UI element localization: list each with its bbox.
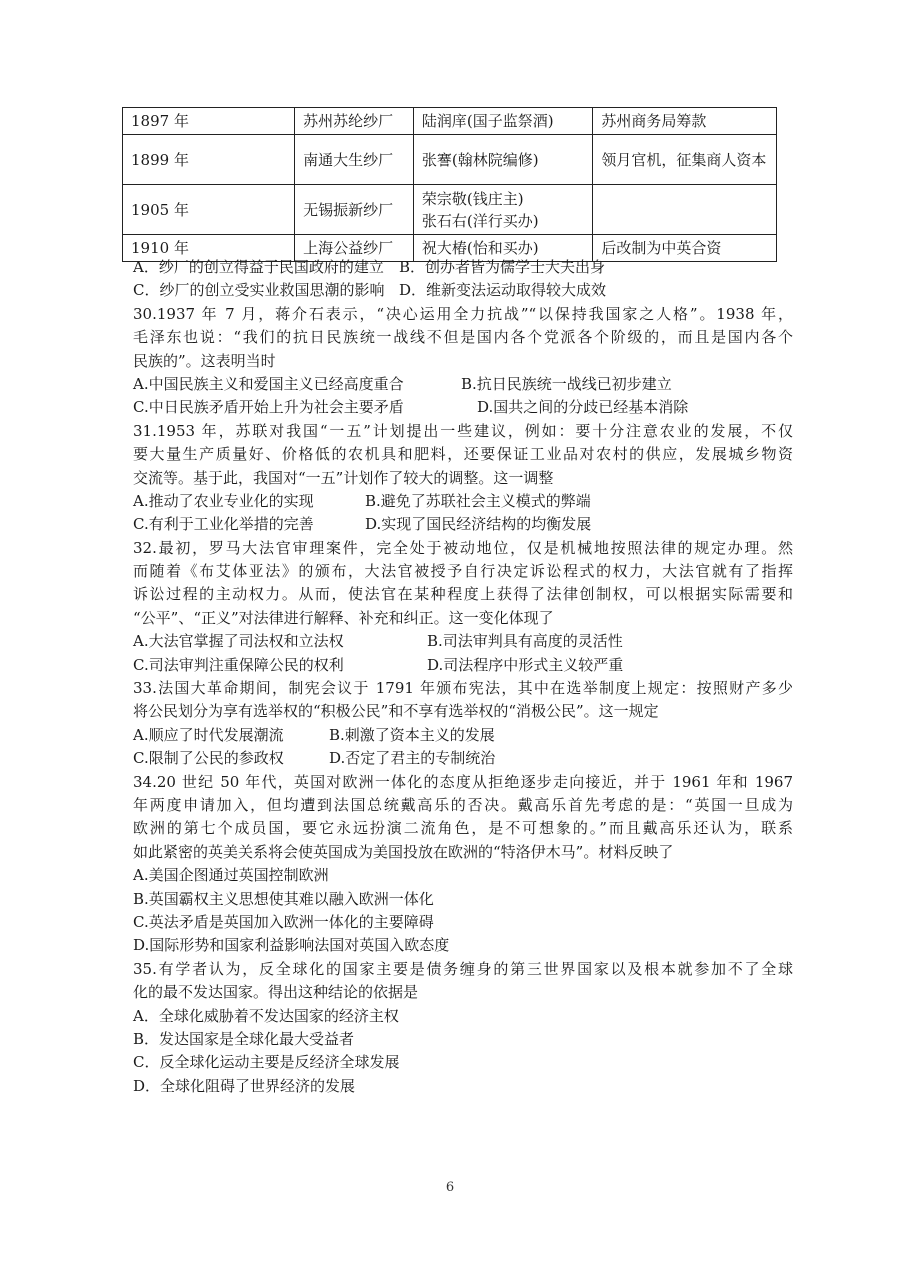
question-text: “公平”、“正义”对法律进行解释、补充和纠正。这一变化体现了: [133, 608, 554, 627]
page-number: 6: [445, 1180, 455, 1195]
option-row: [133, 654, 793, 677]
option-d: D.否定了君主的专制统治: [329, 749, 496, 768]
table-cell: 祝大椿(怡和买办): [413, 235, 592, 262]
table-cell: 南通大生纱厂: [295, 135, 414, 185]
question-text: 而随着《布艾体亚法》的颁布，大法官被授予自行决定诉讼程式的权力，大法官就有了指挥: [133, 562, 793, 581]
option-row: [133, 513, 793, 536]
question-text: 如此紧密的英美关系将会使英国成为美国投放在欧洲的“特洛伊木马”。材料反映了: [133, 842, 674, 861]
table-row: [123, 135, 777, 185]
table-row: [123, 185, 777, 235]
option-d: D.国际形势和国家利益影响法国对英国入欧态度: [133, 936, 450, 955]
table-cell: 1905 年: [123, 185, 295, 235]
question-text: 年两度申请加入，但均遭到法国总统戴高乐的否决。戴高乐首先考虑的是：“英国一旦成为: [133, 795, 793, 814]
question-text: 交流等。基于此，我国对“一五”计划作了较大的调整。这一调整: [133, 468, 554, 487]
option-c: C.有利于工业化举措的完善: [133, 515, 314, 534]
table-cell: 1910 年: [123, 235, 295, 262]
option-b: B.英国霸权主义思想使其难以融入欧洲一体化: [133, 889, 434, 908]
table-cell: 领月官机，征集商人资本: [593, 135, 777, 185]
option-row: [133, 373, 793, 396]
option-b: B.抗日民族统一战线已初步建立: [461, 374, 672, 393]
question-text: 毛泽东也说：“我们的抗日民族统一战线不但是国内各个党派各个阶级的，而且是国内各个: [133, 328, 793, 347]
option-b: B.司法审判具有高度的灵活性: [427, 632, 623, 651]
option-b: B．创办者皆为儒学士大夫出身: [399, 258, 606, 276]
option-row: [133, 747, 793, 770]
option-d: D．全球化阻碍了世界经济的发展: [133, 1076, 356, 1095]
option-a: A.美国企图通过英国控制欧洲: [133, 866, 329, 885]
option-a: A．全球化威胁着不发达国家的经济主权: [133, 1006, 399, 1025]
question-text: 要大量生产质量好、价格低的农机具和肥料，还要保证工业品对农村的供应，发展城乡物资: [133, 445, 793, 464]
question-text: 民族的”。这表明当时: [133, 351, 276, 370]
option-c: C.司法审判注重保障公民的权利: [133, 655, 344, 674]
question-text: 将公民划分为享有选举权的“积极公民”和不享有选举权的“消极公民”。这一规定: [133, 702, 659, 721]
question-text: 35.有学者认为，反全球化的国家主要是债务缠身的第三世界国家以及根本就参加不了全球: [133, 959, 793, 978]
option-row: [133, 630, 793, 653]
option-d: D.实现了国民经济结构的均衡发展: [365, 515, 592, 534]
option-c: C．纱厂的创立受实业救国思潮的影响: [133, 281, 385, 300]
question-text: 34.20 世纪 50 年代，英国对欧洲一体化的态度从拒绝逐步走向接近，并于 1961 年和 1967: [133, 772, 793, 791]
option-c: C．反全球化运动主要是反经济全球发展: [133, 1053, 400, 1072]
table-cell: 上海公益纱厂: [295, 235, 414, 262]
table-cell: 张謇(翰林院编修): [413, 135, 592, 185]
table-cell: 无锡振新纱厂: [295, 185, 414, 235]
option-c: C.英法矛盾是英国加入欧洲一体化的主要障碍: [133, 912, 434, 931]
option-row: [133, 279, 793, 302]
option-a: A.中国民族主义和爱国主义已经高度重合: [133, 374, 404, 393]
option-a: A．纱厂的创立得益于民国政府的建立: [133, 258, 384, 276]
option-row: [133, 724, 793, 747]
option-row: [133, 396, 793, 419]
table-cell: 后改制为中英合资: [593, 235, 777, 262]
table-cell: 陆润庠(国子监祭酒): [413, 108, 592, 135]
option-d: D.司法程序中形式主义较严重: [427, 655, 624, 674]
option-row: [133, 490, 793, 513]
table-cell-line: 张石右(洋行买办): [421, 211, 539, 230]
cotton-mill-table: [122, 107, 777, 262]
question-text: 33.法国大革命期间，制宪会议于 1791 年颁布宪法，其中在选举制度上规定：按照财产多少: [133, 679, 793, 698]
question-text: 诉讼过程的主动权力。从而，使法官在某种程度上获得了法律创制权，可以根据实际需要和: [133, 585, 793, 604]
table-cell: 苏州苏纶纱厂: [295, 108, 414, 135]
question-text: 30.1937 年 7 月，蒋介石表示，“决心运用全力抗战”“以保持我国家之人格”。1938 年，: [133, 304, 793, 323]
table-row: [123, 108, 777, 135]
question-text: 欧洲的第七个成员国，要它永远扮演二流角色，是不可想象的。”而且戴高乐还认为，联系: [133, 819, 793, 838]
option-a: A.顺应了时代发展潮流: [133, 725, 284, 744]
questions: [133, 256, 793, 1098]
table-cell: [593, 185, 777, 235]
question-text: 31.1953 年，苏联对我国“一五”计划提出一些建议，例如：要十分注意农业的发展，不仅: [133, 421, 793, 440]
question-text: 32.最初，罗马大法官审理案件，完全处于被动地位，仅是机械地按照法律的规定办理。然: [133, 538, 793, 557]
table-cell: 1899 年: [123, 135, 295, 185]
question-text: 化的最不发达国家。得出这种结论的依据是: [133, 983, 419, 1002]
option-b: B．发达国家是全球化最大受益者: [133, 1029, 355, 1048]
option-c: C.中日民族矛盾开始上升为社会主要矛盾: [133, 398, 404, 417]
option-d: D．维新变法运动取得较大成效: [399, 281, 607, 300]
option-a: A.大法官掌握了司法权和立法权: [133, 632, 344, 651]
option-row: [133, 256, 793, 279]
option-d: D.国共之间的分歧已经基本消除: [477, 398, 689, 417]
table-cell-line: 荣宗敬(钱庄主): [421, 189, 524, 208]
option-c: C.限制了公民的参政权: [133, 749, 284, 768]
option-b: B.避免了苏联社会主义模式的弊端: [365, 491, 591, 510]
option-a: A.推动了农业专业化的实现: [133, 491, 314, 510]
table-cell: 苏州商务局筹款: [593, 108, 777, 135]
option-b: B.刺激了资本主义的发展: [329, 725, 495, 744]
table-cell: [413, 185, 592, 235]
table-cell: 1897 年: [123, 108, 295, 135]
